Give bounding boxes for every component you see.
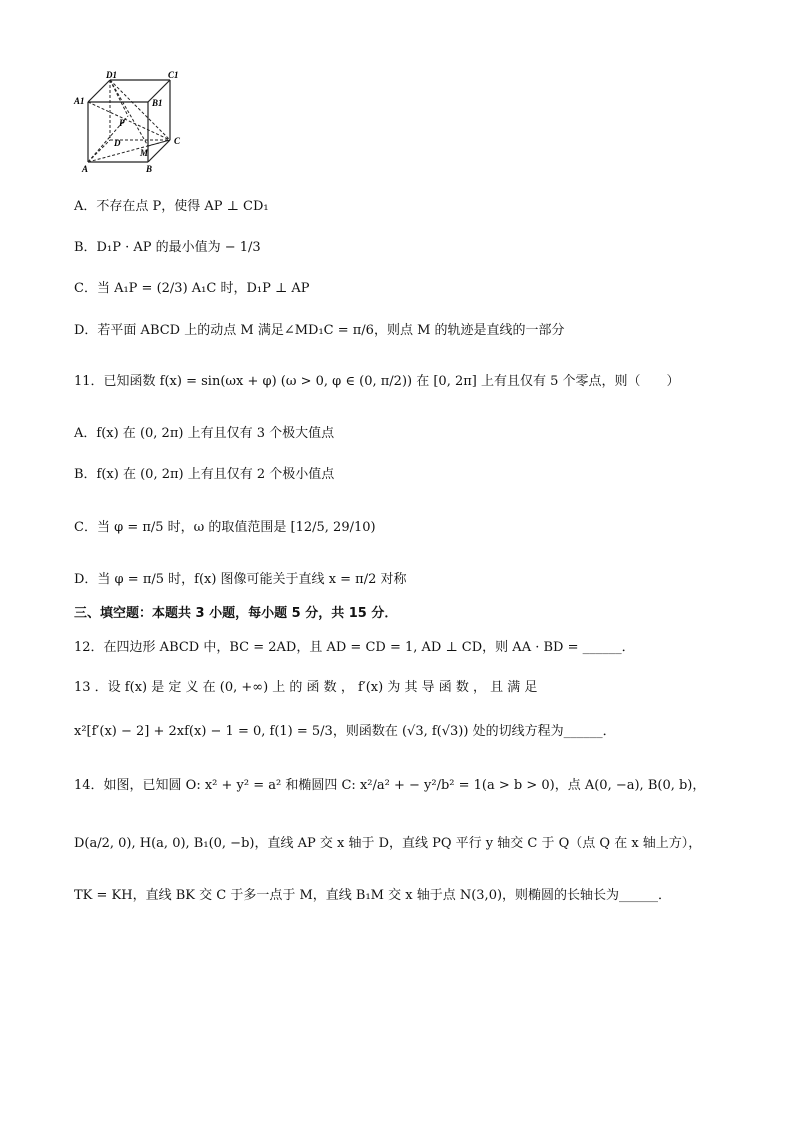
label-m: M [140,148,149,158]
section-3-title: 三、填空题：本题共 3 小题，每小题 5 分，共 15 分． [74,606,398,621]
q14-line-3: TK = KH，直线 BK 交 C 于多一点于 M，直线 B₁M 交 x 轴于点 N(3,0)，则椭圆的长轴长为______． [74,888,672,903]
q11-stem: 11．已知函数 f(x) = sin(ωx + φ) (ω > 0, φ ∈ (0, π/2)) 在 [0, 2π] 上有且仅有 5 个零点，则（ ） [74,374,680,389]
label-p: P [119,118,125,128]
label-c1: C1 [168,70,179,80]
label-c: C [174,136,181,146]
q10-option-c: C．当 A₁P = (2/3) A₁C 时，D₁P ⊥ AP [74,281,310,296]
label-b: B [146,164,153,174]
label-b1: B1 [152,98,163,108]
q10-option-d: D．若平面 ABCD 上的动点 M 满足∠MD₁C = π/6，则点 M 的轨迹是直线的一部分 [74,323,565,338]
q10-option-a: A．不存在点 P，使得 AP ⊥ CD₁ [74,199,269,214]
q11-option-a: A．f(x) 在 (0, 2π) 上有且仅有 3 个极大值点 [74,426,335,441]
label-a1: A1 [74,96,85,106]
q11-option-c: C．当 φ = π/5 时，ω 的取值范围是 [12/5, 29/10) [74,520,376,535]
label-d1: D1 [106,70,117,80]
q14-line-2: D(a/2, 0), H(a, 0), B₁(0, −b)，直线 AP 交 x 轴于 D，直线 PQ 平行 y 轴交 C 于 Q（点 Q 在 x 轴上方）， [74,836,702,851]
q13-line-1: 13 ．设 f(x) 是 定 义 在 (0, +∞) 上 的 函 数 ， f′(x) 为 其 导 函 数 ， 且 满 足 [74,680,538,695]
q13-line-2: x²[f′(x) − 2] + 2xf(x) − 1 = 0, f(1) = 5/3，则函数在 (√3, f(√3)) 处的切线方程为______． [74,724,616,739]
label-d: D [114,138,121,148]
q10-option-b: B．D₁P · AP 的最小值为 − 1/3 [74,240,261,255]
cube-figure [70,68,200,178]
cube-diagram [70,68,200,178]
diag-ac [88,140,170,162]
q12-text: 12．在四边形 ABCD 中，BC = 2AD，且 AD = CD = 1, AD ⊥ CD，则 AA · BD = ______． [74,640,635,655]
q14-line-1: 14．如图，已知圆 O: x² + y² = a² 和椭圆四 C: x²/a² + − y²/b² = 1(a > b > 0)，点 A(0, −a), B(0, b)， [74,778,706,793]
edge-a1d1 [88,80,110,102]
q11-option-b: B．f(x) 在 (0, 2π) 上有且仅有 2 个极小值点 [74,467,335,482]
q11-option-d: D．当 φ = π/5 时，f(x) 图像可能关于直线 x = π/2 对称 [74,572,407,587]
label-a: A [82,164,89,174]
